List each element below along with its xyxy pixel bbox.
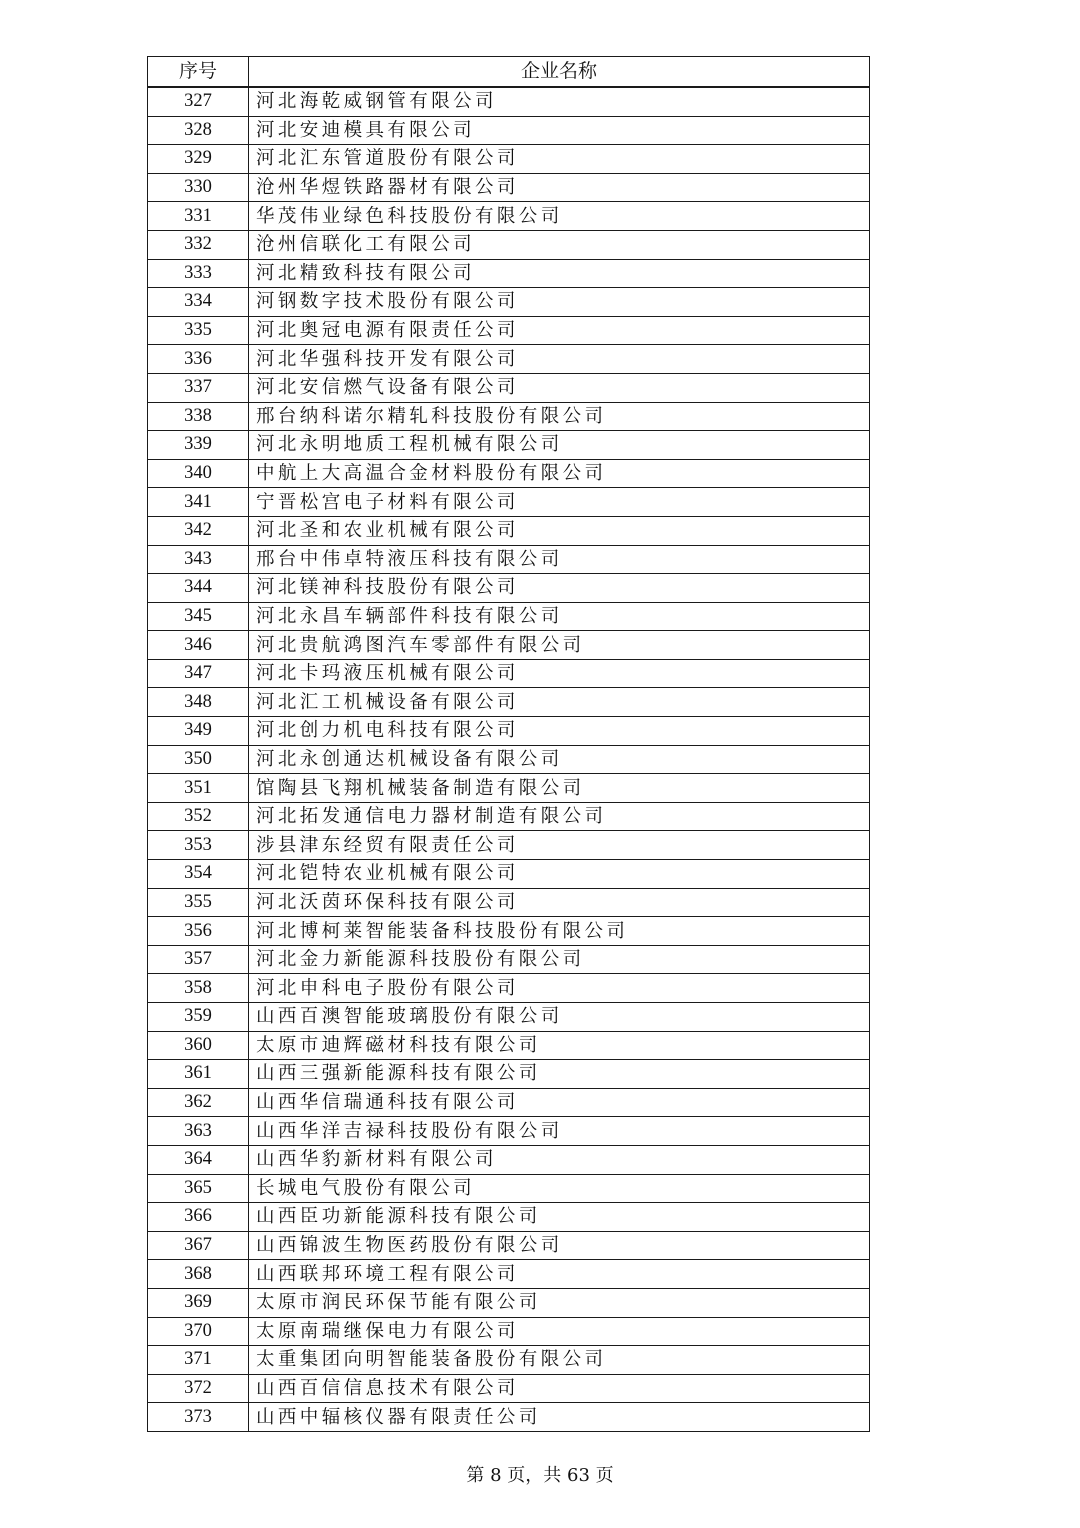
row-index: 349 — [148, 717, 249, 746]
row-company-name: 山西锦波生物医药股份有限公司 — [249, 1231, 870, 1260]
table-row — [148, 1288, 870, 1317]
table-header-row — [148, 57, 870, 88]
table-row — [148, 230, 870, 259]
table-row — [148, 545, 870, 574]
table-row — [148, 1260, 870, 1289]
table-row — [148, 1031, 870, 1060]
row-company-name: 河北申科电子股份有限公司 — [249, 974, 870, 1003]
row-company-name: 河钢数字技术股份有限公司 — [249, 288, 870, 317]
row-company-name: 河北博柯莱智能装备科技股份有限公司 — [249, 917, 870, 946]
row-index: 336 — [148, 345, 249, 374]
table-row — [148, 116, 870, 145]
row-index: 350 — [148, 745, 249, 774]
table-row — [148, 831, 870, 860]
row-index: 351 — [148, 774, 249, 803]
table-row — [148, 860, 870, 889]
row-company-name: 河北永创通达机械设备有限公司 — [249, 745, 870, 774]
table-row — [148, 888, 870, 917]
row-index: 337 — [148, 373, 249, 402]
row-index: 359 — [148, 1003, 249, 1032]
table-row — [148, 745, 870, 774]
row-company-name: 河北精致科技有限公司 — [249, 259, 870, 288]
table-row — [148, 802, 870, 831]
row-index: 354 — [148, 860, 249, 889]
row-company-name: 河北汇工机械设备有限公司 — [249, 688, 870, 717]
row-company-name: 河北铠特农业机械有限公司 — [249, 860, 870, 889]
row-index: 328 — [148, 116, 249, 145]
row-index: 339 — [148, 431, 249, 460]
row-index: 341 — [148, 488, 249, 517]
row-index: 347 — [148, 659, 249, 688]
table-row — [148, 917, 870, 946]
row-index: 363 — [148, 1117, 249, 1146]
table-row — [148, 1117, 870, 1146]
table-row — [148, 488, 870, 517]
row-index: 357 — [148, 945, 249, 974]
row-company-name: 山西华洋吉禄科技股份有限公司 — [249, 1117, 870, 1146]
row-company-name: 太原南瑞继保电力有限公司 — [249, 1317, 870, 1346]
row-company-name: 山西中辐核仪器有限责任公司 — [249, 1403, 870, 1432]
table-row — [148, 1403, 870, 1432]
table-row — [148, 145, 870, 174]
row-company-name: 河北安信燃气设备有限公司 — [249, 373, 870, 402]
header-index: 序号 — [148, 57, 249, 88]
row-index: 340 — [148, 459, 249, 488]
row-index: 332 — [148, 230, 249, 259]
row-index: 370 — [148, 1317, 249, 1346]
table-row — [148, 316, 870, 345]
row-company-name: 邢台纳科诺尔精轧科技股份有限公司 — [249, 402, 870, 431]
row-index: 360 — [148, 1031, 249, 1060]
table-row — [148, 602, 870, 631]
table-row — [148, 1374, 870, 1403]
row-company-name: 河北汇东管道股份有限公司 — [249, 145, 870, 174]
row-company-name: 山西华豹新材料有限公司 — [249, 1145, 870, 1174]
row-company-name: 太重集团向明智能装备股份有限公司 — [249, 1346, 870, 1375]
row-company-name: 馆陶县飞翔机械装备制造有限公司 — [249, 774, 870, 803]
row-index: 335 — [148, 316, 249, 345]
company-list-table — [147, 56, 870, 1432]
row-index: 361 — [148, 1060, 249, 1089]
row-index: 362 — [148, 1088, 249, 1117]
page-footer: 第 8 页，共 63 页 — [466, 1465, 614, 1486]
table-row — [148, 574, 870, 603]
row-index: 365 — [148, 1174, 249, 1203]
row-index: 345 — [148, 602, 249, 631]
table-body — [148, 87, 870, 1431]
row-company-name: 河北奥冠电源有限责任公司 — [249, 316, 870, 345]
row-index: 371 — [148, 1346, 249, 1375]
header-company-name: 企业名称 — [249, 57, 870, 88]
table-row — [148, 373, 870, 402]
row-index: 344 — [148, 574, 249, 603]
table-row — [148, 87, 870, 116]
row-index: 330 — [148, 173, 249, 202]
row-index: 333 — [148, 259, 249, 288]
table-row — [148, 1346, 870, 1375]
table-row — [148, 1060, 870, 1089]
table-row — [148, 1231, 870, 1260]
table-row — [148, 202, 870, 231]
row-company-name: 太原市迪辉磁材科技有限公司 — [249, 1031, 870, 1060]
row-index: 373 — [148, 1403, 249, 1432]
row-company-name: 河北圣和农业机械有限公司 — [249, 516, 870, 545]
table-row — [148, 288, 870, 317]
row-index: 327 — [148, 87, 249, 116]
table-row — [148, 1174, 870, 1203]
row-index: 329 — [148, 145, 249, 174]
table-row — [148, 459, 870, 488]
row-index: 358 — [148, 974, 249, 1003]
row-company-name: 河北卡玛液压机械有限公司 — [249, 659, 870, 688]
row-index: 353 — [148, 831, 249, 860]
table-row — [148, 1145, 870, 1174]
row-index: 364 — [148, 1145, 249, 1174]
row-company-name: 河北永昌车辆部件科技有限公司 — [249, 602, 870, 631]
row-index: 356 — [148, 917, 249, 946]
row-company-name: 河北拓发通信电力器材制造有限公司 — [249, 802, 870, 831]
row-company-name: 华茂伟业绿色科技股份有限公司 — [249, 202, 870, 231]
row-company-name: 河北沃茵环保科技有限公司 — [249, 888, 870, 917]
table-row — [148, 774, 870, 803]
row-company-name: 河北永明地质工程机械有限公司 — [249, 431, 870, 460]
row-index: 348 — [148, 688, 249, 717]
table-row — [148, 1317, 870, 1346]
table-row — [148, 402, 870, 431]
row-index: 338 — [148, 402, 249, 431]
table-row — [148, 1003, 870, 1032]
row-company-name: 山西联邦环境工程有限公司 — [249, 1260, 870, 1289]
row-company-name: 长城电气股份有限公司 — [249, 1174, 870, 1203]
row-company-name: 山西三强新能源科技有限公司 — [249, 1060, 870, 1089]
row-index: 366 — [148, 1203, 249, 1232]
row-index: 355 — [148, 888, 249, 917]
row-index: 368 — [148, 1260, 249, 1289]
row-index: 367 — [148, 1231, 249, 1260]
company-list-table-container — [147, 56, 869, 1432]
row-company-name: 山西百澳智能玻璃股份有限公司 — [249, 1003, 870, 1032]
row-company-name: 太原市润民环保节能有限公司 — [249, 1288, 870, 1317]
row-company-name: 山西臣功新能源科技有限公司 — [249, 1203, 870, 1232]
row-company-name: 邢台中伟卓特液压科技有限公司 — [249, 545, 870, 574]
table-row — [148, 431, 870, 460]
row-company-name: 沧州华煜铁路器材有限公司 — [249, 173, 870, 202]
row-company-name: 河北镁神科技股份有限公司 — [249, 574, 870, 603]
row-index: 343 — [148, 545, 249, 574]
row-company-name: 中航上大高温合金材料股份有限公司 — [249, 459, 870, 488]
row-company-name: 河北贵航鸿图汽车零部件有限公司 — [249, 631, 870, 660]
row-company-name: 河北华强科技开发有限公司 — [249, 345, 870, 374]
row-company-name: 涉县津东经贸有限责任公司 — [249, 831, 870, 860]
row-company-name: 河北安迪模具有限公司 — [249, 116, 870, 145]
table-row — [148, 345, 870, 374]
row-company-name: 山西百信信息技术有限公司 — [249, 1374, 870, 1403]
row-company-name: 河北创力机电科技有限公司 — [249, 717, 870, 746]
row-index: 331 — [148, 202, 249, 231]
row-company-name: 河北海乾威钢管有限公司 — [249, 87, 870, 116]
table-row — [148, 688, 870, 717]
table-row — [148, 717, 870, 746]
row-index: 372 — [148, 1374, 249, 1403]
row-index: 346 — [148, 631, 249, 660]
row-company-name: 宁晋松宫电子材料有限公司 — [249, 488, 870, 517]
row-index: 334 — [148, 288, 249, 317]
table-row — [148, 173, 870, 202]
table-row — [148, 259, 870, 288]
row-index: 342 — [148, 516, 249, 545]
table-row — [148, 516, 870, 545]
table-row — [148, 1088, 870, 1117]
table-row — [148, 1203, 870, 1232]
table-row — [148, 945, 870, 974]
row-company-name: 河北金力新能源科技股份有限公司 — [249, 945, 870, 974]
row-company-name: 沧州信联化工有限公司 — [249, 230, 870, 259]
row-index: 369 — [148, 1288, 249, 1317]
table-row — [148, 974, 870, 1003]
table-row — [148, 659, 870, 688]
row-company-name: 山西华信瑞通科技有限公司 — [249, 1088, 870, 1117]
row-index: 352 — [148, 802, 249, 831]
table-row — [148, 631, 870, 660]
